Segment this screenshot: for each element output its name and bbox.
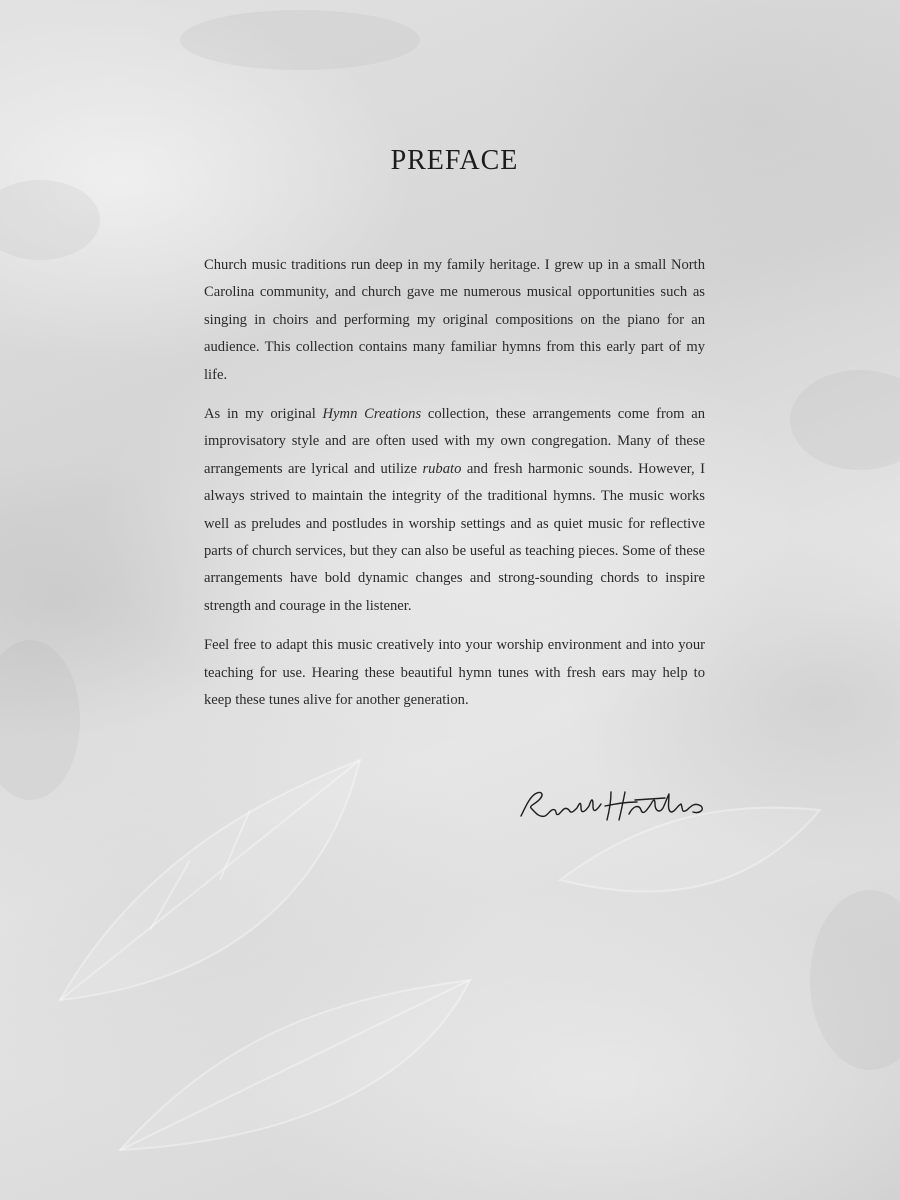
signature — [515, 780, 710, 830]
collection-title: Hymn Creations — [322, 406, 422, 423]
paragraph-2 — [204, 401, 705, 620]
preface-body — [204, 252, 705, 727]
paragraph-2-text-c: and fresh harmonic sounds. However, I always strived to maintain the integrity of the traditional hymns. The music works well as preludes and postludes in worship settings and as quiet music for reflective parts of church services, but they can also be useful as teaching pieces. Some of these arrangements have bold dynamic changes and strong-sounding chords to inspire strength and courage in the listener. — [204, 460, 705, 614]
page-title: PREFACE — [390, 145, 519, 176]
rubato-term: rubato — [422, 460, 462, 477]
paragraph-1-text: Church music traditions run deep in my family heritage. I grew up in a small North Carolina community, and church gave me numerous musical opportunities such as singing in choirs and performing my original compositions on the piano for an audience. This collection contains many familiar hymns from this early part of my life. — [204, 257, 705, 383]
paragraph-3-text: Feel free to adapt this music creatively into your worship environment and into your teaching for use. Hearing these beautiful hymn tunes with fresh ears may help to keep these tunes alive for another generation. — [204, 637, 705, 709]
paragraph-2-text-b: collection, these arrangements come from an improvisatory style and are often used with my own congregation. Many of these arrangements are lyrical and utilize — [204, 406, 705, 477]
paragraph-2-text-a: As in my original — [204, 406, 323, 423]
paragraph-1 — [204, 252, 705, 389]
paragraph-3 — [204, 632, 705, 714]
